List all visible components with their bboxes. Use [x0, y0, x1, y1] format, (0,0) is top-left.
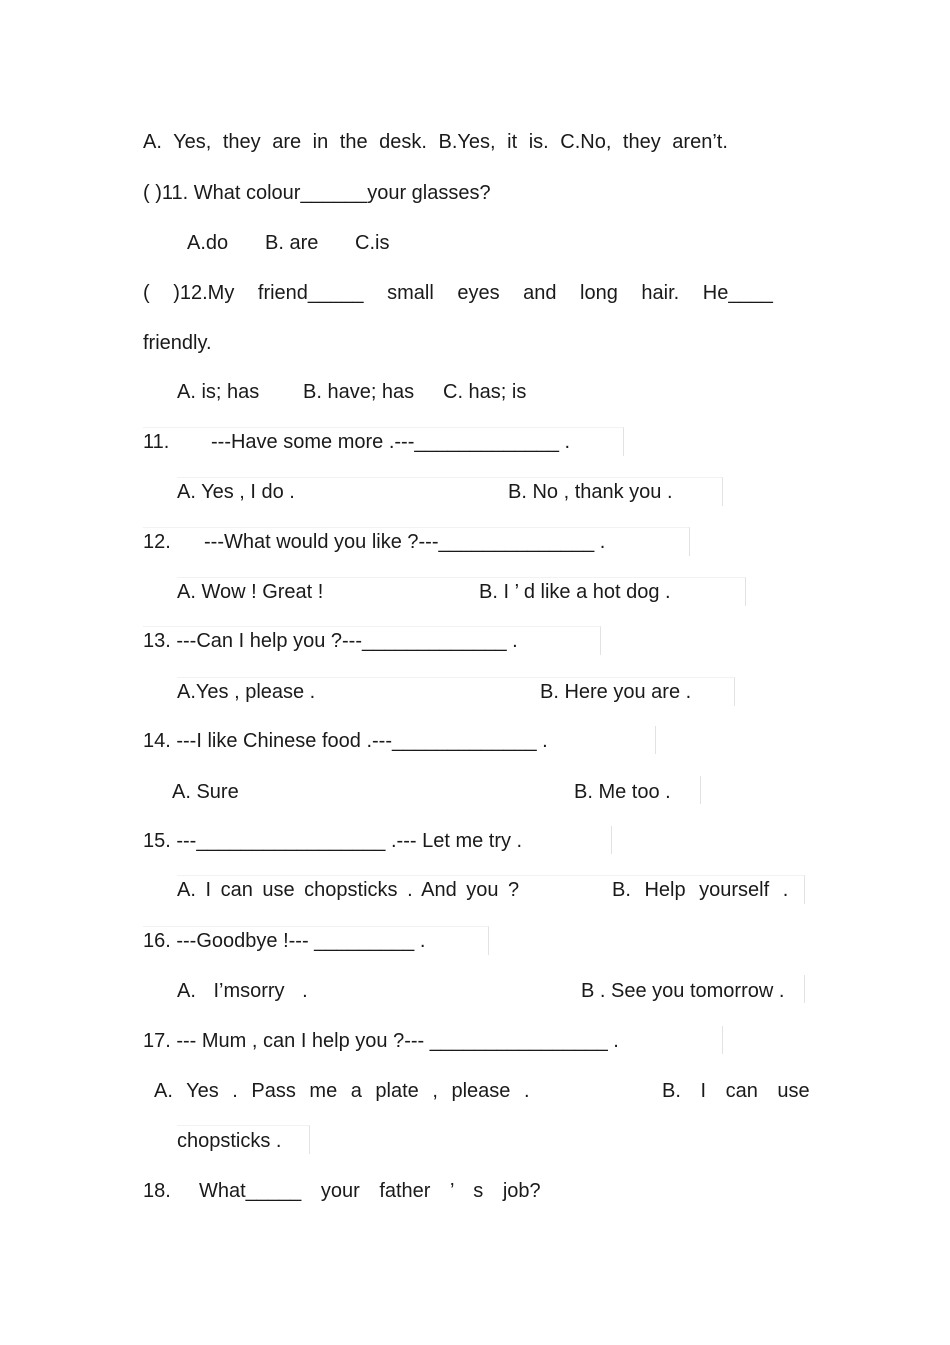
q12a-option-a: A. is; has	[177, 381, 260, 403]
q12-stem: ---What would you like ?---______________ .	[204, 531, 606, 553]
q11-stem: ---Have some more .---_____________ .	[211, 431, 571, 453]
q18-number: 18.	[143, 1180, 171, 1202]
q12-option-b: B. I ’ d like a hot dog .	[479, 581, 671, 603]
q16-option-a: A. I’msorry .	[177, 980, 308, 1002]
q12a-stem: ( )12.My friend_____ small eyes and long hair. He____	[143, 282, 773, 304]
q11a-stem: ( )11. What colour______your glasses?	[143, 182, 491, 204]
q17-option-b-continued: chopsticks .	[177, 1130, 282, 1152]
q13-option-b: B. Here you are .	[540, 681, 692, 703]
q12a-option-c: C. has; is	[443, 381, 527, 403]
q14-stem: 14. ---I like Chinese food .---_____________ .	[143, 730, 548, 752]
q12-number: 12.	[143, 531, 171, 553]
q11a-option-b: B. are	[265, 232, 319, 254]
q17-stem: 17. --- Mum , can I help you ?--- ________________ .	[143, 1030, 619, 1052]
q11-option-a: A. Yes , I do .	[177, 481, 295, 503]
q14-option-b: B. Me too .	[574, 781, 671, 803]
q11-number: 11.	[143, 431, 170, 453]
q18-stem: What_____ your father ’ s job?	[199, 1180, 541, 1202]
q12a-stem-continued: friendly.	[143, 332, 212, 354]
q12a-option-b: B. have; has	[303, 381, 415, 403]
q15-option-b: B. Help yourself .	[612, 879, 789, 901]
q13-option-a: A.Yes , please .	[177, 681, 316, 703]
q11a-option-c: C.is	[355, 232, 390, 254]
q15-stem: 15. ---_________________ .--- Let me try .	[143, 830, 523, 852]
q14-option-a: A. Sure	[172, 781, 239, 803]
q16-option-b: B . See you tomorrow .	[581, 980, 785, 1002]
q12-option-a: A. Wow ! Great !	[177, 581, 324, 603]
q10-options: A. Yes, they are in the desk. B.Yes, it is. C.No, they aren’t.	[143, 131, 728, 153]
q17-option-b: B. I can use	[662, 1080, 810, 1102]
q11-option-b: B. No , thank you .	[508, 481, 673, 503]
q11a-option-a: A.do	[187, 232, 229, 254]
q13-stem: 13. ---Can I help you ?---_____________ .	[143, 630, 518, 652]
q16-stem: 16. ---Goodbye !--- _________ .	[143, 930, 426, 952]
q15-option-a: A. I can use chopsticks . And you ?	[177, 879, 520, 901]
q17-option-a: A. Yes . Pass me a plate , please .	[154, 1080, 530, 1102]
